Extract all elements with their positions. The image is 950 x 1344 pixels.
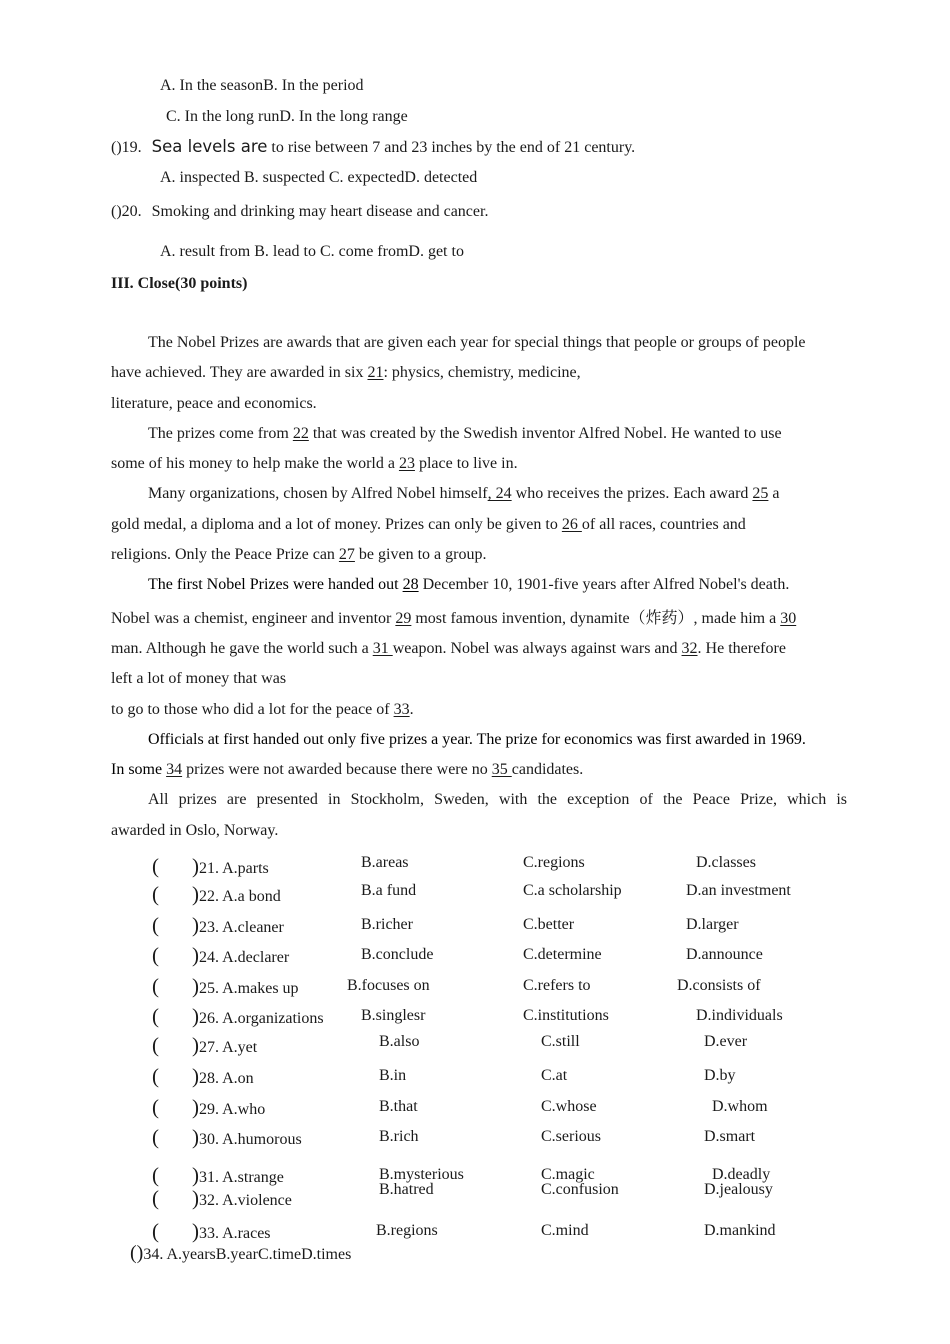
p3-line2: gold medal, a diploma and a lot of money. Prizes can only be given to 26 of all races, countries and [111, 515, 746, 533]
option-a: )33. A.races [192, 1219, 271, 1243]
option-c: C.still [541, 1033, 580, 1050]
blank-33: 33 [393, 700, 410, 718]
blank-23: 23 [398, 455, 415, 473]
option-b: B.in [379, 1067, 407, 1084]
open-paren: ( [152, 854, 159, 878]
option-b: B.hatred [379, 1181, 434, 1198]
p4-line5: to go to those who did a lot for the peace of 33. [111, 700, 414, 718]
option-b: B.mysterious [379, 1166, 464, 1183]
p6-line1: All prizes are presented in Stockholm, Sweden, with the exception of the Peace Prize, which is [148, 791, 847, 809]
option-d: D.whom [712, 1098, 768, 1115]
p2-line2: some of his money to help make the world a 23 place to live in. [111, 455, 518, 473]
option-a: )26. A.organizations [192, 1004, 324, 1028]
option-d: D.announce [686, 946, 763, 963]
q19-number: ()19. [111, 139, 142, 156]
q20-option-b: B. lead to [254, 243, 320, 260]
p2-line1: The prizes come from 22 that was created by the Swedish inventor Alfred Nobel. He wanted to use [148, 424, 782, 442]
option-a: )29. A.who [192, 1095, 266, 1119]
option-d: D.an investment [686, 882, 791, 899]
option-d: D.larger [686, 916, 739, 933]
blank-34: 34 [166, 761, 183, 779]
open-paren: ( [152, 1219, 159, 1243]
blank-25: 25 [752, 485, 769, 503]
p4-line3: man. Although he gave the world such a 31 weapon. Nobel was always against wars and 32. He therefore [111, 639, 786, 657]
q20-stem [111, 202, 488, 222]
option-d: D.ever [704, 1033, 748, 1050]
blank-31: 31 [372, 639, 393, 657]
blank-35: 35 [491, 761, 512, 779]
p4-line1: The first Nobel Prizes were handed out 28 December 10, 1901-five years after Alfred Nobel's death. [148, 576, 790, 594]
p4-line4: left a lot of money that was [111, 670, 287, 688]
option-c: C.regions [523, 854, 585, 871]
open-paren: ( [152, 1033, 159, 1057]
option-b: B.rich [379, 1128, 419, 1145]
option-d: D.smart [704, 1128, 756, 1145]
option-b: B.conclude [361, 946, 434, 963]
option-b: B.also [379, 1033, 420, 1050]
option-c: C.determine [523, 946, 602, 963]
option-c: C.magic [541, 1166, 595, 1183]
q19-stem [111, 137, 635, 158]
option-b: B.areas [361, 854, 409, 871]
option-c: C.at [541, 1067, 568, 1084]
open-paren: ( [152, 974, 159, 998]
q18-option-a: A. In the season [160, 77, 264, 94]
section-title: III. Close(30 points) [111, 275, 248, 292]
option-c: C.mind [541, 1222, 589, 1239]
p5-line2: In some 34 prizes were not awarded because there were no 35 candidates. [111, 761, 584, 779]
q19-option-a: A. inspected [160, 169, 244, 186]
option-a: )27. A.yet [192, 1033, 258, 1057]
q18-option-d: D. In the long range [279, 108, 408, 125]
option-d: D.by [704, 1067, 736, 1084]
option-c: C.serious [541, 1128, 601, 1145]
p4-line2: Nobel was a chemist, engineer and inventor 29 most famous invention, dynamite（炸药）, made him a 30 [111, 609, 797, 627]
q34-paren: () [130, 1242, 144, 1264]
option-c: C.a scholarship [523, 882, 622, 899]
option-a: )21. A.parts [192, 854, 269, 878]
option-b: B.focuses on [347, 977, 430, 994]
q34-line [130, 1243, 351, 1265]
blank-28: 28 [402, 576, 419, 594]
open-paren: ( [152, 1004, 159, 1028]
option-d: D.consists of [677, 977, 761, 994]
option-b: B.that [379, 1098, 418, 1115]
q20-stem-text: Smoking and drinking may heart disease and cancer. [151, 203, 489, 220]
q19-option-c: C. expected [328, 169, 405, 186]
option-d: D.individuals [696, 1007, 783, 1024]
open-paren: ( [152, 882, 159, 906]
p3-line1: Many organizations, chosen by Alfred Nobel himself, 24 who receives the prizes. Each award 25 a [148, 485, 780, 503]
blank-26: 26 [561, 515, 582, 533]
blank-22: 22 [292, 424, 309, 442]
option-a: )30. A.humorous [192, 1125, 302, 1149]
q19-options [160, 168, 477, 188]
option-a: )28. A.on [192, 1064, 254, 1088]
option-b: B.regions [376, 1222, 438, 1239]
p3-line3: religions. Only the Peace Prize can 27 be given to a group. [111, 546, 487, 564]
option-c: C.whose [541, 1098, 597, 1115]
blank-30: 30 [780, 609, 797, 627]
open-paren: ( [152, 1064, 159, 1088]
q19-stem-sans: Sea levels are [151, 137, 268, 156]
option-c: C.better [523, 916, 575, 933]
option-a: )24. A.declarer [192, 943, 290, 967]
q20-number: ()20. [111, 203, 142, 220]
open-paren: ( [152, 913, 159, 937]
p5-line1: Officials at first handed out only five prizes a year. The prize for economics was first awarded in 1969. [148, 730, 806, 748]
q34-text: 34. A.yearsB.yearC.timeD.times [143, 1246, 352, 1263]
q19-option-d: D. detected [404, 169, 478, 186]
open-paren: ( [152, 943, 159, 967]
option-b: B.richer [361, 916, 413, 933]
option-a: )23. A.cleaner [192, 913, 284, 937]
option-c: C.confusion [541, 1181, 619, 1198]
q18-option-c: C. In the long run [166, 108, 280, 125]
q18-options-line2 [166, 107, 408, 127]
option-c: C.institutions [523, 1007, 609, 1024]
q19-stem-rest: to rise between 7 and 23 inches by the end of 21 century. [267, 139, 636, 156]
p1-line1: The Nobel Prizes are awards that are given each year for special things that people or groups of people [148, 334, 806, 351]
option-a: )25. A.makes up [192, 974, 299, 998]
open-paren: ( [152, 1186, 159, 1210]
q18-options-line1 [160, 76, 364, 96]
blank-24: , 24 [487, 485, 512, 503]
open-paren: ( [152, 1163, 159, 1187]
option-a: )22. A.a bond [192, 882, 281, 906]
p1-line3: literature, peace and economics. [111, 394, 317, 412]
option-c: C.refers to [523, 977, 591, 994]
option-d: D.mankind [704, 1222, 776, 1239]
q19-option-b: B. suspected [243, 169, 329, 186]
q18-option-b: B. In the period [263, 77, 364, 94]
option-d: D.jealousy [704, 1181, 773, 1198]
q20-option-c: C. come from [319, 243, 409, 260]
blank-21: 21 [367, 364, 384, 382]
passage [111, 328, 847, 846]
p1-line2: have achieved. They are awarded in six 21: physics, chemistry, medicine, [111, 364, 581, 382]
open-paren: ( [152, 1095, 159, 1119]
blank-27: 27 [338, 546, 355, 564]
blank-29: 29 [395, 609, 412, 627]
option-b: B.singlesr [361, 1007, 426, 1024]
q20-options [160, 242, 464, 262]
option-a: )32. A.violence [192, 1186, 292, 1210]
blank-32: 32 [681, 639, 698, 657]
option-d: D.deadly [712, 1166, 771, 1183]
p6-line2: awarded in Oslo, Norway. [111, 821, 279, 839]
q20-option-d: D. get to [408, 243, 464, 260]
option-d: D.classes [696, 854, 756, 871]
q20-option-a: A. result from [160, 243, 255, 260]
option-a: )31. A.strange [192, 1163, 284, 1187]
open-paren: ( [152, 1125, 159, 1149]
option-b: B.a fund [361, 882, 417, 899]
